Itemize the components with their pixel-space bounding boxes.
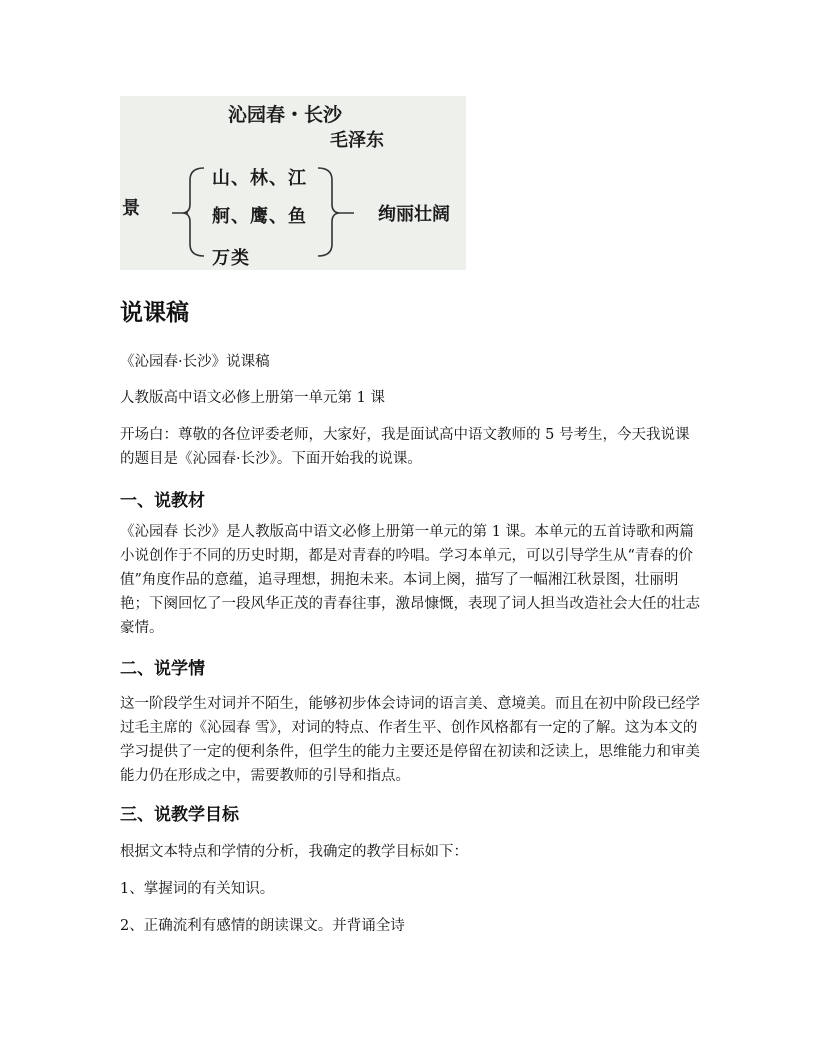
subtitle: 《沁园春·长沙》说课稿 xyxy=(120,354,270,370)
figure-author: 毛泽东 xyxy=(330,130,384,151)
section-heading: 三、说教学目标 xyxy=(120,805,239,825)
figure-row: 山、林、江 xyxy=(212,168,307,189)
goal-item: 1、掌握词的有关知识。 xyxy=(120,881,275,897)
figure-title: 沁园春・长沙 xyxy=(228,104,343,126)
section-body: 根据文本特点和学情的分析，我确定的教学目标如下： xyxy=(120,844,468,860)
goal-item: 2、正确流利有感情的朗读课文。并背诵全诗 xyxy=(120,918,405,934)
intro-paragraph: 开场白：尊敬的各位评委老师，大家好，我是面试高中语文教师的 5 号考生，今天我说课的题目是《沁园春·长沙》。下面开始我的说课。 xyxy=(120,427,690,467)
figure-right-label: 绚丽壮阔 xyxy=(378,204,450,225)
poem-structure-figure xyxy=(120,96,466,270)
section-heading: 一、说教材 xyxy=(120,491,205,511)
document-title: 说课稿 xyxy=(120,300,189,326)
figure-left-label: 景 xyxy=(122,198,140,219)
section-heading: 二、说学情 xyxy=(120,659,205,679)
section-body: 《沁园春 长沙》是人教版高中语文必修上册第一单元的第 1 课。本单元的五首诗歌和两篇小说创作于不同的历史时期，都是对青春的吟唱。学习本单元，可以引导学生从“青春的价值”角度作品的意蕴，追寻理想，拥抱未来。本词上阕，描写了一幅湘江秋景图，壮丽明艳；下阕回忆了一段风华正茂的青春往事，激昂慷慨，表现了词人担当改造社会大任的壮志豪情。 xyxy=(120,524,700,636)
section-body: 这一阶段学生对词并不陌生，能够初步体会诗词的语言美、意境美。而且在初中阶段已经学过毛主席的《沁园春 雪》，对词的特点、作者生平、创作风格都有一定的了解。这为本文的学习提供了一定的便利条件，但学生的能力主要还是停留在初读和泛读上，思维能力和审美能力仍在形成之中，需要教师的引导和指点。 xyxy=(120,696,700,784)
figure-row: 舸、鹰、鱼 xyxy=(212,206,307,227)
course-info: 人教版高中语文必修上册第一单元第 1 课 xyxy=(120,390,385,406)
figure-row: 万类 xyxy=(212,248,250,269)
